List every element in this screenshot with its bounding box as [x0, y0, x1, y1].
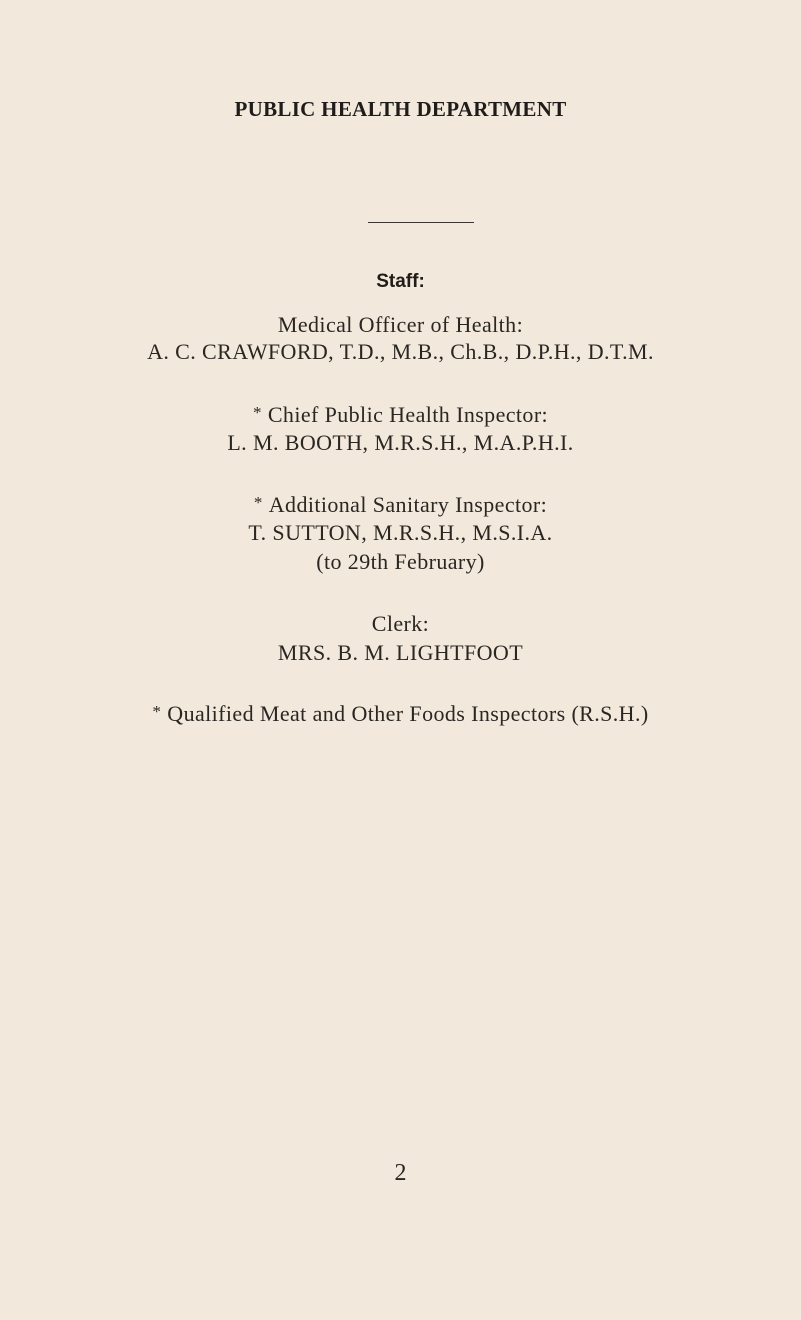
footnote-marker: * — [252, 403, 262, 422]
footnote-line — [0, 701, 801, 727]
staff-heading: Staff: — [376, 271, 425, 292]
page-title: PUBLIC HEALTH DEPARTMENT — [234, 97, 567, 121]
chief-inspector-role-line — [0, 402, 801, 428]
additional-inspector-role: Additional Sanitary Inspector: — [268, 492, 548, 517]
medical-officer-role: Medical Officer of Health: — [277, 312, 524, 337]
additional-inspector-note: (to 29th February) — [316, 549, 485, 574]
additional-inspector-name: T. SUTTON, M.R.S.H., M.S.I.A. — [248, 520, 553, 545]
page-number: 2 — [394, 1160, 407, 1186]
clerk-role: Clerk: — [371, 611, 430, 636]
additional-inspector-role-line — [0, 492, 801, 518]
clerk-name: MRS. B. M. LIGHTFOOT — [277, 640, 524, 665]
chief-inspector-name: L. M. BOOTH, M.R.S.H., M.A.P.H.I. — [227, 430, 574, 455]
chief-inspector-role: Chief Public Health Inspector: — [267, 402, 549, 427]
footnote-text: Qualified Meat and Other Foods Inspectors (R.S.H.) — [167, 701, 649, 726]
medical-officer-name: A. C. CRAWFORD, T.D., M.B., Ch.B., D.P.H., D.T.M. — [147, 339, 654, 364]
footnote-marker: * — [253, 493, 263, 512]
footnote-marker: * — [152, 702, 162, 721]
divider-rule — [368, 222, 474, 223]
